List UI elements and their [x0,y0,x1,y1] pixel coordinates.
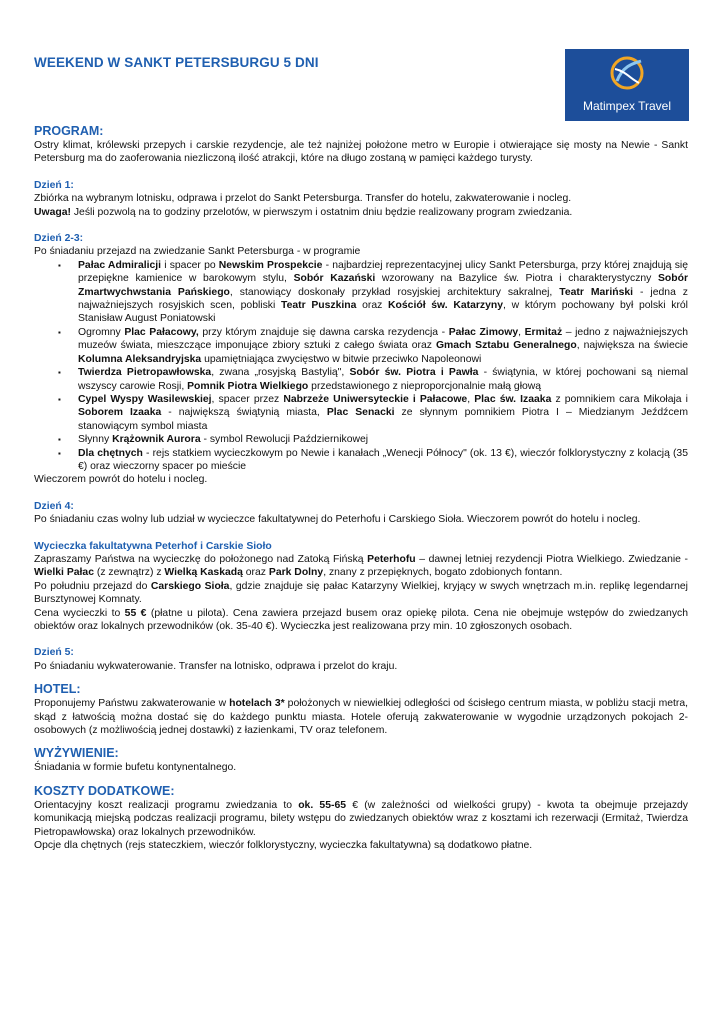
document-body [34,124,688,852]
day4-text: Po śniadaniu czas wolny lub udział w wycieczce fakultatywnej do Peterhofu i Carskiego Sioła. Wieczorem powrót do hotelu i nocleg. [34,514,641,526]
excursion-p1: Zapraszamy Państwa na wycieczkę do położonego nad Zatoką Fińską Peterhofu – dawnej letniej rezydencji Piotra Wielkiego. Zwiedzanie - Wielki Pałac (z zewnątrz) z Wielką Kaskadą oraz Park Dolny, znany z przepięknych, bogato zdobionych fontann. [34,553,688,579]
day1-heading: Dzień 1: [34,179,74,191]
bullet-icon: ▪ [58,327,61,337]
day23-outro: Wieczorem powrót do hotelu i nocleg. [34,474,208,486]
excursion-p3: Cena wycieczki to 55 € (płatne u pilota). Cena zawiera przejazd busem oraz opiekę pilota. Cena nie obejmuje wstępów do zwiedzanych obiektów oraz lokalnych przewodników (ok. 35-40 €). Wycieczka jest realizowana przy min. 10 zgłoszonych osobach. [34,607,688,632]
logo-text: Matimpex Travel [582,99,672,113]
day1-text: Zbiórka na wybranym lotnisku, odprawa i przelot do Sankt Petersburga. Transfer do hotelu, zakwaterowanie i nocleg. [34,193,572,205]
list-item: ▪ Dla chętnych - rejs statkiem wycieczkowym po Newie i kanałach „Wenecji Północy" (ok. 13 €), wieczór folklorystyczny z kolacją (35 €) oraz wieczorny spacer po mieście [58,447,688,472]
day5-text: Po śniadaniu wykwaterowanie. Transfer na lotnisko, odprawa i przelot do kraju. [34,660,398,672]
day1-note: Uwaga! Jeśli pozwolą na to godziny przelotów, w pierwszym i ostatnim dniu będzie realizowany program zwiedzania. [34,206,573,218]
day23-intro: Po śniadaniu przejazd na zwiedzanie Sankt Petersburga - w programie [34,246,361,258]
bullet-icon: ▪ [58,394,61,404]
list-item: ▪ Twierdza Pietropawłowska, zwana „rosyjską Bastylią", Sobór św. Piotra i Pawła - świątynia, w której pochowani są niemal wszyscy carowie Rosji, Pomnik Piotra Wielkiego przedstawionego z nieproporcjonalnie małą głową [58,367,689,392]
day5-heading: Dzień 5: [34,647,74,659]
bullet-icon: ▪ [58,260,61,270]
bullet-icon: ▪ [58,435,61,445]
list-item: ▪ Słynny Krążownik Aurora - symbol Rewolucji Październikowej [58,434,369,446]
hotel-text: Proponujemy Państwu zakwaterowanie w hotelach 3* położonych w niewielkiej odległości od ścisłego centrum miasta, w pobliżu stacji metra, skąd z łatwością można dostać się do każdego punktu miasta. Hotele oferują zakwaterowanie w wygodnie urządzonych pokojach 2-osobowych (z możliwością jednej dostawki) z łazienkami, TV oraz telefonem. [34,698,689,737]
list-item: ▪ Cypel Wyspy Wasilewskiej, spacer przez Nabrzeże Uniwersyteckie i Pałacowe, Plac św. Izaaka z pomnikiem cara Mikołaja i Soborem Izaaka - największą świątynią miasta, Plac Senacki ze słynnym pomnikiem Piotra I – Miedzianym Jeźdźcem stanowiącym symbol miasta [58,393,688,432]
document-title: WEEKEND W SANKT PETERSBURGU 5 DNI [34,55,319,70]
program-heading: PROGRAM: [34,124,104,138]
list-item: ▪ Ogromny Plac Pałacowy, przy którym znajduje się dawna carska rezydencja - Pałac Zimowy, Ermitaż – jedno z najważniejszych muzeów świata, mieszczące imponujące zbiory sztuki z całego świata oraz Gmach Sztabu Generalnego, największa na świecie Kolumna Aleksandryjska upamiętniająca zwycięstwo w bitwie przeciwko Napoleonowi [58,326,688,365]
day23-heading: Dzień 2-3: [34,233,84,245]
costs-options: Opcje dla chętnych (rejs stateczkiem, wieczór folklorystyczny, wycieczka fakultatywna) są dodatkowo płatne. [34,840,533,852]
list-item: ▪ Pałac Admiralicji i spacer po Newskim Prospekcie - najbardziej reprezentacyjnej ulicy Sankt Petersburga, przy której znajdują się przepiękne kamienice w barokowym stylu, Sobór Kazański wzorowany na Bazylice św. Piotra i charakterystyczny Sobór Zmartwychwstania Pańskiego, stanowiący doskonały przykład rosyjskiej architektury sakralnej, Teatr Mariński - jedna z najważniejszych rosyjskich scen, pobliski Teatr Puszkina oraz Kościół św. Katarzyny, w którym pochowany był polski król Stanisław August Poniatowski [58,259,689,325]
costs-text: Orientacyjny koszt realizacji programu zwiedzania to ok. 55-65 € (w zależności od wielkości grupy) - kwota ta obejmuje przejazdy komunikacją miejską podczas realizacji programu, bilety wstępu do zwiedzanych obiektów wraz z kosztami ich rezerwacji (Ermitaż, Twierdza Pietropawłowska) oraz lokalnych przewodników. [34,799,688,838]
bullet-icon: ▪ [58,448,61,458]
program-intro: Ostry klimat, królewski przepych i carskie rezydencje, ale też najniżej położone metro w Europie i otwierające się mosty na Newie - Sankt Petersburg ma do zaoferowania niezliczoną ilość atrakcji, które na długo zostaną w pamięci każdego turysty. [34,140,688,165]
food-heading: WYŻYWIENIE: [34,746,119,761]
excursion-p2: Po południu przejazd do Carskiego Sioła, gdzie znajduje się pałac Katarzyny Wielkiej, kryjący w swych wnętrzach m.in. replikę legendarnej Bursztynowej Komnaty. [34,580,688,606]
matimpex-logo [565,49,689,121]
bullet-icon: ▪ [58,368,61,378]
hotel-heading: HOTEL: [34,682,81,697]
costs-heading: KOSZTY DODATKOWE: [34,783,175,798]
food-text: Śniadania w formie bufetu kontynentalnego. [34,762,237,774]
day23-list [34,259,688,474]
excursion-heading: Wycieczka fakultatywna Peterhof i Carskie Sioło [34,540,272,552]
day4-heading: Dzień 4: [34,500,74,512]
